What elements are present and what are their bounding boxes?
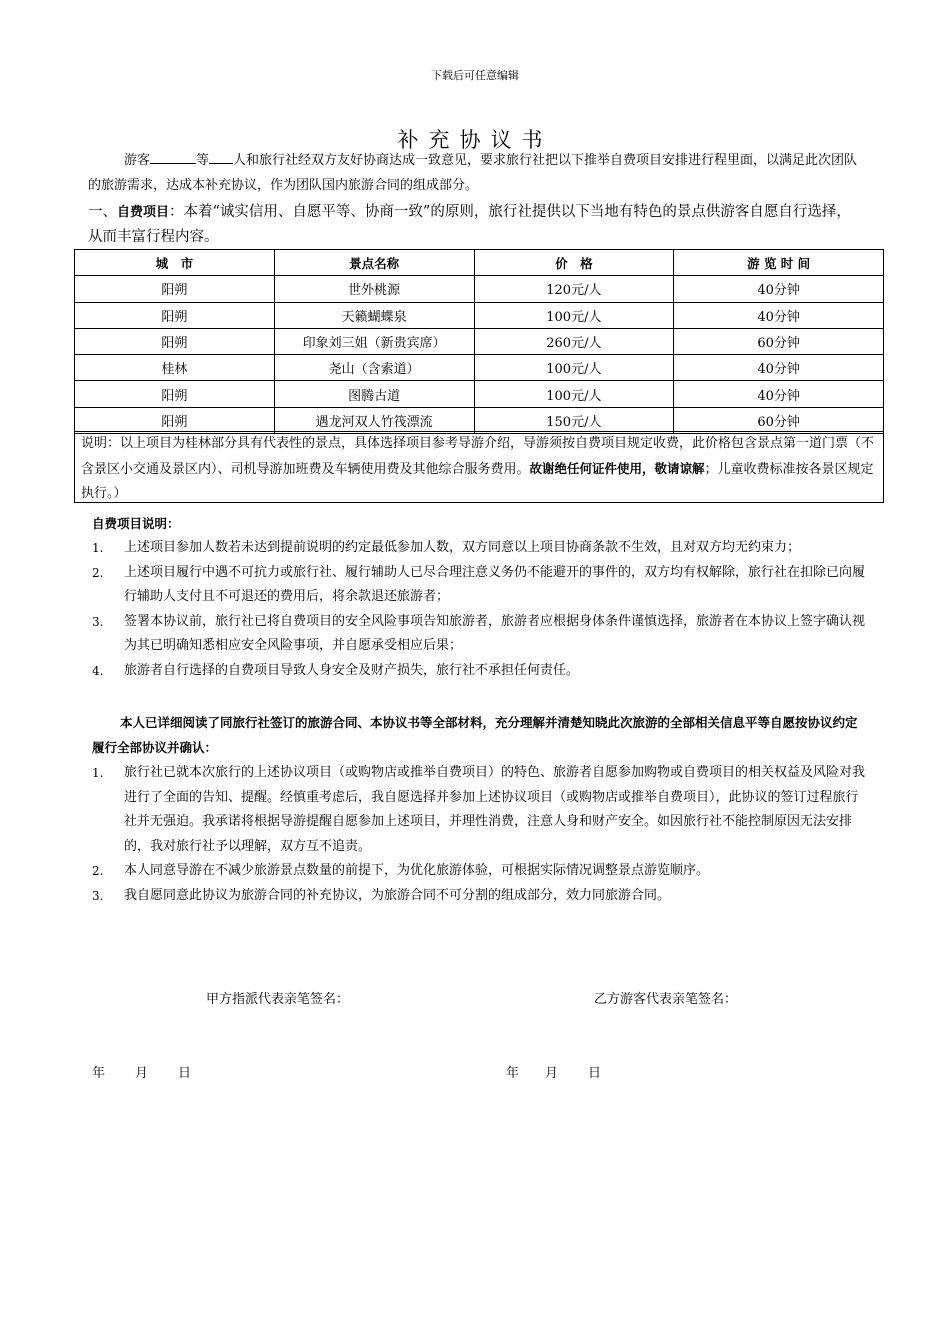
item-number: 3. (92, 888, 104, 903)
table-row (75, 407, 884, 433)
list-item (88, 884, 868, 909)
date-year: 年 (92, 1066, 106, 1081)
cell-spot: 尧山（含索道） (274, 355, 474, 381)
section-label: 自费项目 (117, 205, 170, 220)
item-text: 上述项目参加人数若未达到提前说明的约定最低参加人数，双方同意以上项目协商条款不生效，且对双方均无约束力； (124, 540, 801, 555)
item-text: 旅行社已就本次旅行的上述协议项目（或购物店或推举自费项目）的特色、旅游者自愿参加购物或自费项目的相关权益及风险对我进行了全面的告知、提醒。经慎重考虑后，我自愿选择并参加上述协议项目（或购物店或推举自费项目），此协议的签订过程旅行社并无强迫。我承诺将根据导游提醒自愿参加上述项目，并理性消费，注意人身和财产安全。如因旅行社不能控制原因无法安排的，我对旅行社予以理解，双方互不追责。 (124, 765, 866, 854)
party-a-signature-label: 甲方指派代表亲笔签名： (206, 992, 350, 1007)
item-text: 我自愿同意此协议为旅游合同的补充协议，为旅游合同不可分割的组成部分，效力同旅游合同。 (124, 887, 671, 903)
cell-price: 100元/人 (474, 302, 674, 328)
table-row (75, 381, 884, 407)
item-number: 2. (92, 864, 104, 878)
item-number: 4. (92, 663, 104, 678)
list-item (88, 610, 868, 659)
cell-city: 阳朔 (75, 407, 275, 433)
list-item (88, 761, 868, 859)
date-month: 月 (135, 1066, 149, 1081)
header-duration: 游 览 时 间 (674, 250, 884, 276)
cell-price: 260元/人 (474, 328, 674, 354)
cell-city: 阳朔 (75, 302, 275, 328)
table-header-row (75, 250, 884, 276)
document-title: 补充协议书 (397, 128, 553, 152)
note-text-1: 说明：以上项目为桂林部分具有代表性的景点，具体选择项目参考导游介绍，导游须按自费项目规定收费，此价格包含景点第一道门票（不含景区小交通及景区内）、司机导游加班费及车辆使用费及其他综合服务费用。 (81, 436, 875, 477)
header-spot: 景点名称 (274, 250, 474, 276)
cell-spot: 遇龙河双人竹筏漂流 (274, 407, 474, 433)
cell-price: 150元/人 (474, 407, 674, 433)
section-self-pay (88, 200, 860, 249)
cell-spot: 天籁蝴蝶泉 (274, 302, 474, 328)
note-bold: 故谢绝任何证件使用，敬请谅解 (529, 460, 705, 476)
cell-price: 100元/人 (474, 381, 674, 407)
cell-spot: 图腾古道 (274, 381, 474, 407)
list-item (88, 561, 868, 610)
table-row (75, 302, 884, 328)
table-row (75, 355, 884, 381)
cell-duration: 40分钟 (674, 302, 884, 328)
tourist-name-blank (150, 149, 196, 164)
cell-city: 阳朔 (75, 381, 275, 407)
tourist-count-blank (209, 149, 233, 164)
item-number: 1. (92, 766, 104, 780)
confirm-list (88, 761, 868, 908)
cell-duration: 40分钟 (674, 381, 884, 407)
date-year: 年 (506, 1066, 520, 1081)
section-prefix: 一、 (88, 204, 117, 220)
party-b-date (506, 1062, 601, 1081)
note-text-2: ；儿童收费标准按各景区规定执行。） (81, 461, 874, 501)
header-note: 下载后可任意编辑 (431, 69, 519, 82)
explain-list (88, 536, 868, 683)
cell-city: 阳朔 (75, 328, 275, 354)
cell-duration: 60分钟 (674, 407, 884, 433)
table-note (74, 431, 884, 503)
cell-duration: 40分钟 (674, 355, 884, 381)
intro-part3: 人和旅行社经双方友好协商达成一致意见，要求旅行社把以下推举自费项目安排进行程里面，以满足此次团队的旅游需求，达成本补充协议，作为团队国内旅游合同的组成部分。 (88, 153, 858, 193)
party-b-signature-label: 乙方游客代表亲笔签名： (594, 992, 738, 1007)
item-number: 2. (92, 565, 104, 580)
header-price: 价 格 (474, 250, 674, 276)
party-a-date (92, 1062, 191, 1081)
item-text: 签署本协议前，旅行社已将自费项目的安全风险事项告知旅游者，旅游者应根据身体条件谨慎选择，旅游者在本协议上签字确认视为其已明确知悉相应安全风险事项，并自愿承受相应后果； (124, 613, 866, 653)
cell-duration: 40分钟 (674, 276, 884, 302)
intro-part1: 游客 (124, 153, 151, 168)
table-row (75, 276, 884, 302)
cell-spot: 印象刘三姐（新贵宾席） (274, 328, 474, 354)
cell-city: 阳朔 (75, 276, 275, 302)
list-item (88, 536, 868, 561)
item-text: 上述项目履行中遇不可抗力或旅行社、履行辅助人已尽合理注意义务仍不能避开的事件的，双方均有权解除，旅行社在扣除已向履行辅助人支付且不可退还的费用后，将余款退还旅游者； (124, 564, 866, 604)
explain-heading: 自费项目说明： (92, 516, 180, 531)
cell-city: 桂林 (75, 355, 275, 381)
confirm-statement: 本人已详细阅读了同旅行社签订的旅游合同、本协议书等全部材料，充分理解并清楚知晓此次旅游的全部相关信息平等自愿按协议约定履行全部协议并确认： (92, 715, 858, 755)
list-item (88, 659, 868, 684)
item-number: 1. (92, 541, 104, 555)
date-day: 日 (178, 1066, 192, 1081)
header-city: 城 市 (75, 250, 275, 276)
intro-paragraph (88, 148, 860, 198)
item-text: 本人同意导游在不减少旅游景点数量的前提下，为优化旅游体验，可根据实际情况调整景点游览顺序。 (124, 863, 710, 878)
section-text: ：本着“诚实信用、自愿平等、协商一致”的原则，旅行社提供以下当地有特色的景点供游客自愿自行选择，从而丰富行程内容。 (88, 204, 851, 245)
list-item (88, 859, 868, 884)
cell-duration: 60分钟 (674, 328, 884, 354)
cell-price: 120元/人 (474, 276, 674, 302)
item-number: 3. (92, 614, 104, 629)
cell-spot: 世外桃源 (274, 276, 474, 302)
table-row (75, 328, 884, 354)
self-pay-items-table (74, 249, 884, 434)
item-text: 旅游者自行选择的自费项目导致人身安全及财产损失，旅行社不承担任何责任。 (124, 662, 580, 678)
date-day: 日 (588, 1066, 602, 1081)
date-month: 月 (545, 1066, 559, 1081)
intro-part2: 等 (196, 153, 210, 168)
cell-price: 100元/人 (474, 355, 674, 381)
